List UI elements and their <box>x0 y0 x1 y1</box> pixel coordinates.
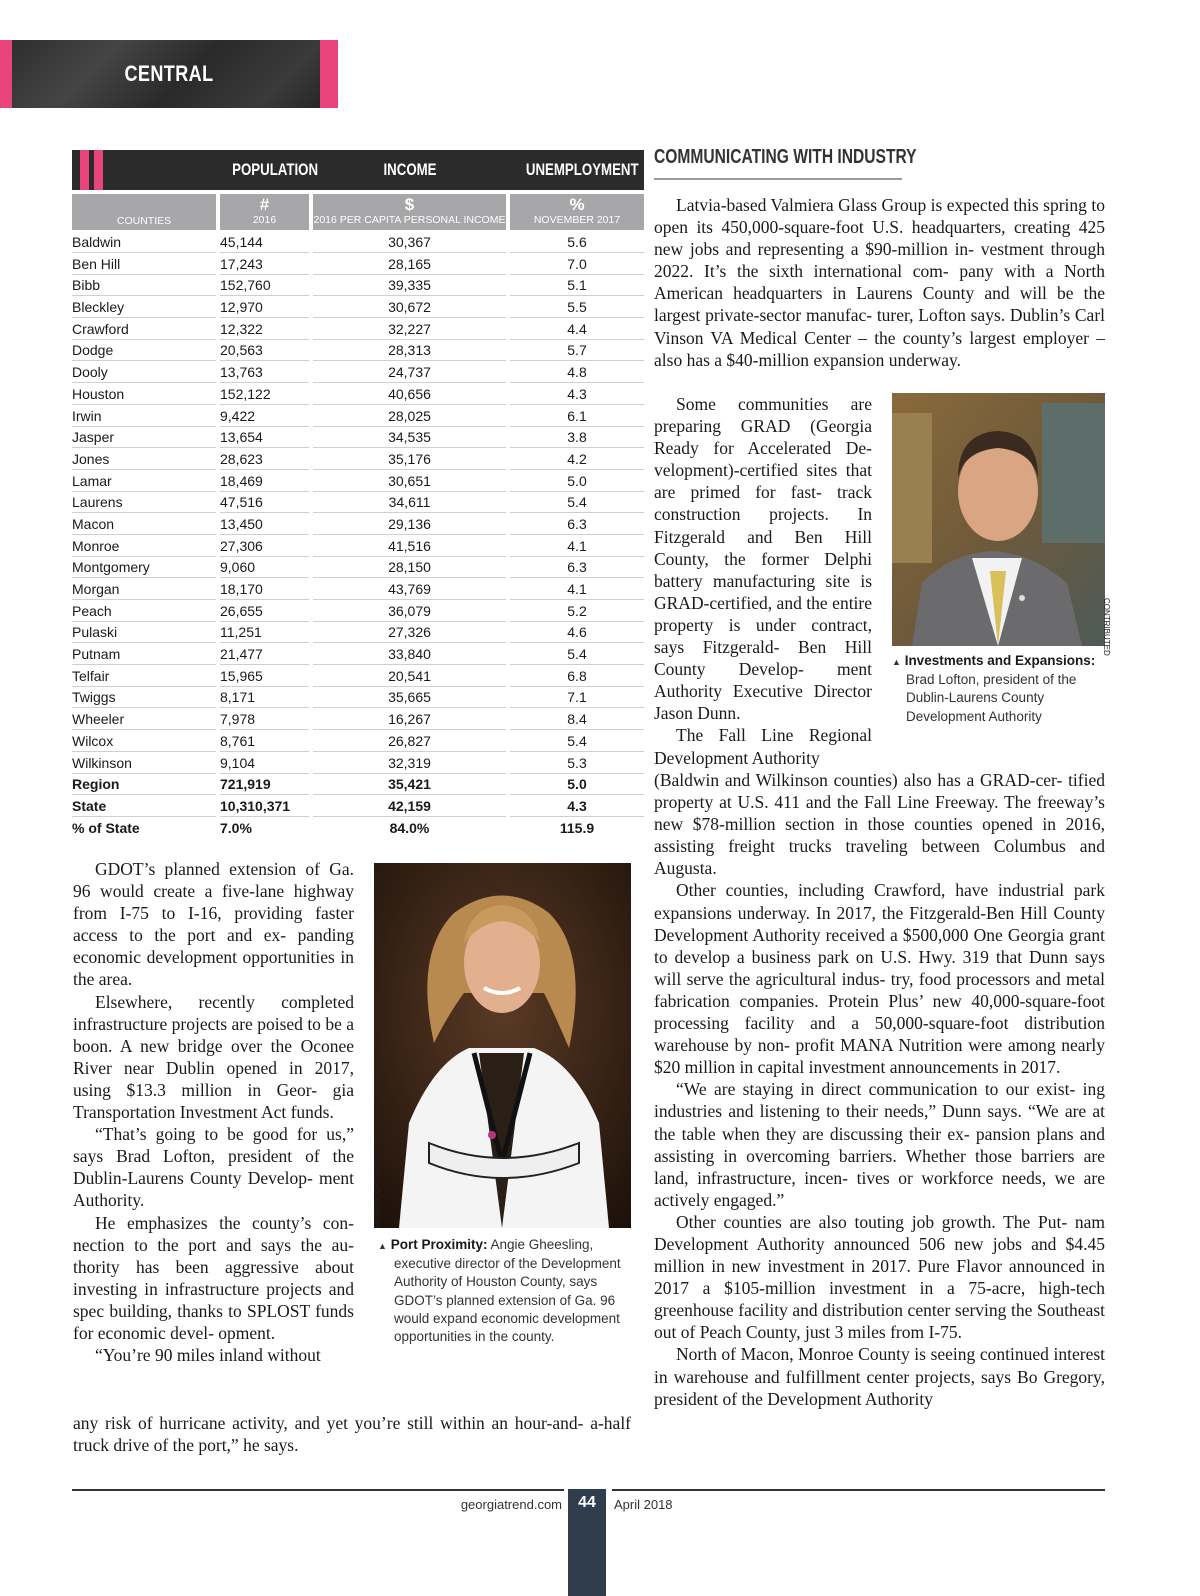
cell-unemployment: 5.1 <box>510 275 644 296</box>
header-accent-stripe <box>94 150 103 190</box>
left-para-2 <box>73 1412 631 1456</box>
text-line: “That’s going to be good for us,” <box>95 1124 354 1145</box>
table-row <box>72 275 644 297</box>
cell-unemployment: 3.8 <box>510 427 644 448</box>
heading-rule <box>654 178 902 180</box>
table-group-header <box>72 150 644 190</box>
text-line: track construction projects. <box>654 482 873 525</box>
table-row <box>72 340 644 362</box>
cell-income: 34,535 <box>313 427 506 448</box>
text-line: from I-75. <box>890 1322 963 1343</box>
text-line: Hill County Development Authority received a $500,000 <box>654 902 1105 945</box>
cell-population: 152,760 <box>220 275 309 296</box>
cell-income: 41,516 <box>313 536 506 557</box>
text-line: Development Authority <box>654 747 820 768</box>
text-line: says Brad Lofton, president of the <box>73 1146 354 1167</box>
cell-county: % of State <box>72 819 140 836</box>
cell-income: 30,651 <box>313 471 506 492</box>
page-number: 44 <box>578 1494 596 1511</box>
text-line: Ready for Accelerated De- <box>654 438 872 459</box>
county-data-table <box>72 150 644 839</box>
cell-county: Twiggs <box>72 687 216 708</box>
text-line: is GRAD-certified, and the <box>654 570 873 613</box>
table-summary-row <box>72 774 644 796</box>
text-line: Other counties, including Crawford, have industrial <box>676 880 1065 901</box>
text-line: try, food processors and metal fabrication companies. <box>654 968 1106 1011</box>
cell-population: 17,243 <box>220 254 309 275</box>
cell-income: 16,267 <box>313 709 506 730</box>
cell-unemployment: 5.4 <box>510 644 644 665</box>
cell-county: Wilcox <box>72 731 216 752</box>
cell-county: Dodge <box>72 340 216 361</box>
text-line: panding economic development <box>73 925 355 968</box>
text-line: Dublin-Laurens County <box>906 690 1045 706</box>
table-summary-row <box>72 818 644 840</box>
header-population: POPULATION <box>232 160 319 179</box>
footer-rule <box>612 1489 1105 1491</box>
cell-unemployment: 6.3 <box>510 557 644 578</box>
text-line: expand economic development <box>433 1310 620 1326</box>
text-line: and spec building, thanks to <box>73 1278 355 1321</box>
caption-arrow-icon: ▲ <box>892 657 901 667</box>
caption-arrow-icon: ▲ <box>378 1241 387 1251</box>
cell-county: Houston <box>72 384 216 405</box>
cell-county: Ben Hill <box>72 254 216 275</box>
text-line: Whether those barriers are land, infrastructure, incen- <box>654 1145 1105 1188</box>
text-line: “We are staying in direct communication to our exist- <box>676 1079 1076 1100</box>
cell-population: 47,516 <box>220 492 309 513</box>
cell-income: 84.0% <box>389 819 430 836</box>
table-summary-row <box>72 796 644 818</box>
cell-unemployment: 4.3 <box>510 796 644 817</box>
cell-population: 8,171 <box>220 687 309 708</box>
right-para-2 <box>654 393 872 769</box>
cell-county: Bibb <box>72 275 216 296</box>
cell-unemployment: 115.9 <box>559 819 595 836</box>
text-line: says Bo Gregory, president of the Development Authority <box>654 1366 1105 1409</box>
text-line: contract, says Fitzgerald- <box>654 614 872 658</box>
cell-population: 15,965 <box>220 666 309 687</box>
table-row <box>72 492 644 514</box>
table-body <box>72 232 644 839</box>
table-column-header <box>72 194 644 230</box>
column-header-population: # 2016 <box>220 194 309 230</box>
cell-county: Baldwin <box>72 232 216 253</box>
text-line: ing industries and listening to their needs,” Dunn says. <box>654 1079 1105 1122</box>
caption-man: ▲ Investments and Expansions: Brad Lofton, president of the Dublin-Laurens County Development Authority <box>892 653 1096 724</box>
cell-income: 35,665 <box>313 687 506 708</box>
cell-county: Dooly <box>72 362 216 383</box>
cell-unemployment: 7.0 <box>510 254 644 275</box>
cell-population: 18,170 <box>220 579 309 600</box>
text-line: Ben Hill County Develop- <box>654 637 872 680</box>
cell-county: Morgan <box>72 579 216 600</box>
cell-unemployment: 5.5 <box>510 297 644 318</box>
table-row <box>72 536 644 558</box>
text-line: battery manufacturing site <box>654 570 850 591</box>
cell-county: Monroe <box>72 536 216 557</box>
text-line: funds. <box>290 1102 334 1123</box>
cell-county: State <box>72 796 216 817</box>
text-line: highway from I-75 to I-16, providing <box>73 881 355 924</box>
table-row <box>72 254 644 276</box>
cell-population: 9,104 <box>220 753 309 774</box>
cell-population: 7.0% <box>220 819 252 836</box>
text-line: interest in warehouse and fulfillment center projects, <box>654 1344 1106 1387</box>
cell-county: Montgomery <box>72 557 216 578</box>
header-income: INCOME <box>382 160 437 179</box>
column-header-income: $ 2016 PER CAPITA PERSONAL INCOME <box>313 194 506 230</box>
cell-income: 20,541 <box>313 666 506 687</box>
cell-county: Jasper <box>72 427 216 448</box>
text-line: entire property is under <box>654 592 873 635</box>
table-row <box>72 622 644 644</box>
cell-unemployment: 5.0 <box>510 774 644 795</box>
text-line: “We are at the table when they are discussing their ex- <box>654 1101 1105 1144</box>
text-line: turer, Lofton says. Dublin’s Carl Vinson VA Medical Center <box>654 305 1106 348</box>
text-line: executive director of the <box>394 1256 538 1272</box>
cell-population: 45,144 <box>220 232 309 253</box>
table-row <box>72 579 644 601</box>
text-line: Brad Lofton, president of the <box>906 672 1077 688</box>
text-line: planned extension of Ga. 96 would <box>394 1292 616 1326</box>
text-line: In Fitzgerald and Ben Hill <box>654 504 873 547</box>
text-line: nam Development Authority announced 506 new jobs <box>654 1211 1105 1254</box>
text-line: spring to open its 450,000-square-foot U.S. headquarters, <box>654 195 1105 238</box>
text-line: County, the former Delphi <box>654 548 872 569</box>
text-line: freeway’s new $78-million section in those counties <box>654 792 1105 835</box>
cell-population: 13,763 <box>220 362 309 383</box>
cell-county: Laurens <box>72 492 216 513</box>
text-line: Oconee River near Dublin opened <box>73 1035 355 1078</box>
cell-income: 24,737 <box>313 362 506 383</box>
cell-income: 32,319 <box>313 753 506 774</box>
cell-income: 28,313 <box>313 340 506 361</box>
text-line: Development Authority of <box>394 1256 621 1290</box>
text-line: any risk of hurricane activity, and yet you’re still within an hour-and- <box>73 1413 584 1433</box>
cell-unemployment: 5.6 <box>510 232 644 253</box>
cell-unemployment: 4.6 <box>510 622 644 643</box>
cell-income: 39,335 <box>313 275 506 296</box>
cell-county: Wheeler <box>72 709 216 730</box>
cell-unemployment: 5.4 <box>510 731 644 752</box>
text-line: profit MANA Nutrition were among nearly $20 million in <box>654 1035 1106 1078</box>
cell-unemployment: 5.4 <box>510 492 644 513</box>
text-line: (Baldwin and Wilkinson counties) also has a GRAD-cer- <box>654 770 1063 790</box>
cell-income: 33,840 <box>313 644 506 665</box>
footer-site: georgiatrend.com <box>460 1497 562 1512</box>
text-line: vestment through 2022. It’s the sixth international com- <box>654 239 1106 282</box>
text-line: faster access to the port and ex- <box>73 903 354 946</box>
cell-population: 9,060 <box>220 557 309 578</box>
cell-population: 11,251 <box>220 622 309 643</box>
cell-population: 13,450 <box>220 514 309 535</box>
text-line: opened in 2016, assisting freight trucks traveling between <box>654 814 1106 857</box>
cell-income: 30,672 <box>313 297 506 318</box>
text-line: pany with a North American headquarters in Laurens <box>654 261 1105 304</box>
left-para-1: GDOT’s planned extension of Ga. 96 would create a five-lane highway from I-75 to I-16, providing faster access to the port and ex- panding economic development opportunities in the area. Elsewhere, recently completed infrastructure projects are poised to be a boon. A new bridge over the Oconee River near Dublin opened in 2017, using $13.3 million in Geor- gia Transportation Investment Act funds. “That’s going to be good for us,” says Brad Lofton, president of the Dublin-Laurens County Develop- ment Authority. He emphasizes the county’s con- nection to the port and says the au- thority has been aggressive about investing in infrastructure projects and spec building, thanks to SPLOST funds for economic devel- opment. “You’re 90 miles inland without <box>73 859 355 1366</box>
cell-population: 721,919 <box>220 774 309 795</box>
text-line: velopment)-certified sites <box>654 460 838 481</box>
cell-population: 7,978 <box>220 709 309 730</box>
cell-population: 21,477 <box>220 644 309 665</box>
text-line: Development Authority <box>906 708 1042 724</box>
cell-income: 28,165 <box>313 254 506 275</box>
photo-credit-woman: HERBPILCHER.COM <box>373 1150 382 1228</box>
text-line: to be a boon. A new bridge over the <box>73 1013 355 1056</box>
caption-woman: ▲ Port Proximity: Angie Gheesling, executive director of the Development Authority of Houston County, says GDOT’s planned extension of Ga. 96 would expand economic development opportunities in the county. <box>378 1237 621 1345</box>
header-unemployment: UNEMPLOYMENT <box>525 160 639 179</box>
cell-income: 32,227 <box>313 319 506 340</box>
column-header-counties: COUNTIES <box>72 194 216 230</box>
text-line: Other counties are also touting job growth. The Put- <box>676 1211 1068 1232</box>
cell-unemployment: 5.7 <box>510 340 644 361</box>
text-line: park expansions underway. In 2017, the Fitzgerald-Ben <box>654 880 1106 923</box>
text-line: ment Authority Executive <box>654 659 872 702</box>
cell-unemployment: 5.3 <box>510 753 644 774</box>
cell-population: 10,310,371 <box>220 796 309 817</box>
table-row <box>72 362 644 384</box>
text-line: County and will be the largest private-sector manufac- <box>654 283 1105 326</box>
footer-rule <box>72 1489 564 1491</box>
text-line: Dublin-Laurens County Develop- <box>73 1168 313 1189</box>
text-line: tives or workforce needs, we are actively engaged.” <box>654 1167 1105 1210</box>
cell-income: 35,421 <box>313 774 506 795</box>
table-row <box>72 319 644 341</box>
cell-county: Region <box>72 774 216 795</box>
cell-population: 13,654 <box>220 427 309 448</box>
table-row <box>72 449 644 471</box>
photo-brad-lofton <box>892 393 1105 646</box>
cell-unemployment: 4.2 <box>510 449 644 470</box>
table-row <box>72 427 644 449</box>
text-line: creating 425 new jobs and representing a $90-million in- <box>654 217 1106 260</box>
cell-population: 18,469 <box>220 471 309 492</box>
text-line: Latvia-based Valmiera Glass Group is expected this <box>676 195 1039 215</box>
cell-income: 40,656 <box>313 384 506 405</box>
cell-county: Crawford <box>72 319 216 340</box>
cell-income: 43,769 <box>313 579 506 600</box>
table-row <box>72 384 644 406</box>
table-row <box>72 514 644 536</box>
text-line: ment Authority. <box>73 1168 355 1211</box>
text-line: Protein Plus’ new 40,000-square-foot processing facility <box>654 990 1105 1034</box>
cell-county: Pulaski <box>72 622 216 643</box>
table-row <box>72 557 644 579</box>
cell-county: Peach <box>72 601 216 622</box>
table-row <box>72 232 644 254</box>
text-line: Hwy. 319 that Dunn says will serve the agricultural indus- <box>654 946 1105 989</box>
text-line: expansion underway. <box>813 349 962 370</box>
cell-county: Bleckley <box>72 297 216 318</box>
cell-population: 152,122 <box>220 384 309 405</box>
section-label: CENTRAL <box>124 61 214 86</box>
table-row <box>72 644 644 666</box>
cell-unemployment: 8.4 <box>510 709 644 730</box>
cell-population: 12,322 <box>220 319 309 340</box>
cell-population: 9,422 <box>220 406 309 427</box>
cell-income: 34,611 <box>313 492 506 513</box>
cell-unemployment: 6.1 <box>510 406 644 427</box>
text-line: The Fall Line Regional <box>676 725 872 746</box>
table-row <box>72 601 644 623</box>
table-row <box>72 753 644 775</box>
text-line: pansion plans and assisting in overcoming barriers. <box>654 1123 1106 1166</box>
text-line: Elsewhere, recently completed <box>95 991 354 1012</box>
cell-unemployment: 7.1 <box>510 687 644 708</box>
cell-population: 28,623 <box>220 449 309 470</box>
cell-unemployment: 6.3 <box>510 514 644 535</box>
header-accent-stripe <box>80 150 89 190</box>
text-line: One Georgia grant to develop a business park on U.S. <box>654 924 1106 967</box>
table-row <box>72 731 644 753</box>
cell-income: 28,025 <box>313 406 506 427</box>
cell-unemployment: 4.1 <box>510 536 644 557</box>
cell-income: 30,367 <box>313 232 506 253</box>
table-row <box>72 297 644 319</box>
cell-unemployment: 4.1 <box>510 579 644 600</box>
cell-unemployment: 4.8 <box>510 362 644 383</box>
table-row <box>72 666 644 688</box>
cell-county: Irwin <box>72 406 216 427</box>
cell-unemployment: 4.4 <box>510 319 644 340</box>
cell-county: Macon <box>72 514 216 535</box>
text-line: nection to the port and says the au- <box>73 1234 354 1255</box>
table-row <box>72 687 644 709</box>
text-line: thority has been aggressive about <box>73 1256 354 1277</box>
text-line: opportunities in the county. <box>394 1329 555 1345</box>
text-line: Ga. 96 would create a five-lane <box>73 859 355 902</box>
column-header-unemployment: % NOVEMBER 2017 <box>510 194 644 230</box>
text-line: serving the Southeast out of Peach County, just 3 miles <box>654 1300 1106 1343</box>
right-para-1 <box>654 194 1105 371</box>
cell-income: 35,176 <box>313 449 506 470</box>
right-para-3 <box>654 769 1105 1410</box>
banner-accent-right <box>320 40 338 108</box>
table-row <box>72 709 644 731</box>
text-line: capital investment announcements in 2017. <box>757 1057 1061 1078</box>
cell-county: Jones <box>72 449 216 470</box>
cell-income: 26,827 <box>313 731 506 752</box>
text-line: and $4.45 million in new investment in 2017. Pure Flavor <box>654 1233 1105 1277</box>
text-line: a-half truck drive of the port,” he says. <box>73 1413 632 1456</box>
portrait-man-image <box>892 393 1105 646</box>
text-line: announced in 2017 a $105-million investment in a 75-acre, <box>654 1256 1105 1299</box>
text-line: GDOT’s planned extension of <box>95 859 320 879</box>
text-line: tified property at U.S. 411 and the Fall Line Freeway. The <box>654 770 1105 813</box>
text-line: infrastructure projects are poised <box>73 1013 303 1034</box>
text-line: preparing GRAD (Georgia <box>654 416 872 437</box>
cell-income: 36,079 <box>313 601 506 622</box>
text-line: investing in infrastructure projects <box>73 1278 322 1299</box>
cell-unemployment: 4.3 <box>510 384 644 405</box>
text-line: He emphasizes the county’s con- <box>95 1212 354 1233</box>
cell-population: 27,306 <box>220 536 309 557</box>
text-line: Columbus and Augusta. <box>654 836 1106 879</box>
table-row <box>72 471 644 493</box>
text-line: Director Jason Dunn. <box>654 681 872 724</box>
cell-county: Lamar <box>72 471 216 492</box>
cell-unemployment: 5.2 <box>510 601 644 622</box>
article-subheading: COMMUNICATING WITH INDUSTRY <box>654 146 917 168</box>
text-line: SPLOST funds for economic devel- <box>73 1300 354 1343</box>
cell-unemployment: 6.8 <box>510 666 644 687</box>
text-line: opment. <box>218 1322 276 1343</box>
cell-population: 12,970 <box>220 297 309 318</box>
text-line: Some communities are <box>676 394 872 414</box>
portrait-woman-image <box>374 863 631 1228</box>
cell-county: Wilkinson <box>72 753 216 774</box>
photo-angie-gheesling <box>374 863 631 1228</box>
text-line: Houston County, says GDOT’s <box>394 1274 598 1308</box>
banner-accent-left <box>0 40 12 108</box>
cell-income: 28,150 <box>313 557 506 578</box>
cell-income: 29,136 <box>313 514 506 535</box>
text-line: high-tech greenhouse facility and distribution center <box>654 1278 1105 1321</box>
text-line: – the county’s largest employer – also has a $40-million <box>654 327 1105 370</box>
cell-population: 26,655 <box>220 601 309 622</box>
cell-unemployment: 5.0 <box>510 471 644 492</box>
section-banner <box>0 40 338 108</box>
cell-income: 42,159 <box>313 796 506 817</box>
text-line: gia Transportation Investment Act <box>73 1079 355 1123</box>
cell-population: 20,563 <box>220 340 309 361</box>
text-line: and a 50,000-square-foot distribution warehouse by non- <box>654 1013 1105 1056</box>
text-line: opportunities in the area. <box>73 947 355 990</box>
cell-income: 27,326 <box>313 622 506 643</box>
footer-date: April 2018 <box>614 1497 673 1512</box>
cell-county: Telfair <box>72 666 216 687</box>
text-line: in 2017, using $13.3 million in Geor- <box>73 1057 355 1100</box>
photo-credit-man: CONTRIBUTED <box>1102 598 1111 656</box>
cell-population: 8,761 <box>220 731 309 752</box>
cell-county: Putnam <box>72 644 216 665</box>
table-row <box>72 406 644 428</box>
text-line: North of Macon, Monroe County is seeing continued <box>676 1344 1049 1365</box>
text-line: that are primed for fast- <box>654 460 872 503</box>
